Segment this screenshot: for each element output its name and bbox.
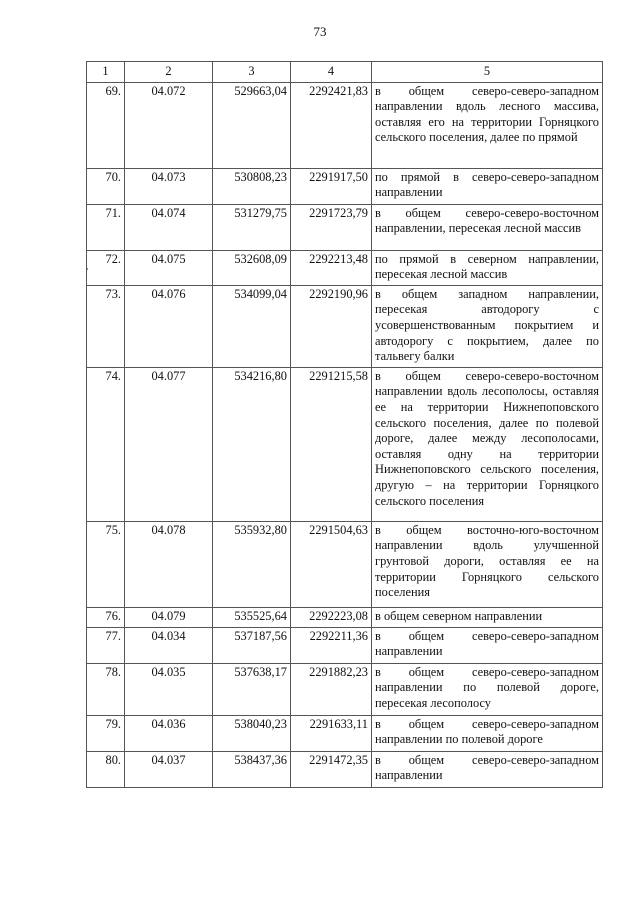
coordinate-y: 2291882,23	[291, 663, 372, 715]
point-code: 04.073	[125, 168, 213, 204]
point-code: 04.078	[125, 521, 213, 607]
row-number: 74.	[87, 367, 125, 521]
point-code: 04.074	[125, 204, 213, 250]
table-row	[87, 250, 603, 285]
coordinate-y: 2291472,35	[291, 751, 372, 787]
boundary-description: в общем западном направлении, пересекая автодорогу с усовершенствованным покрытием и автодорогу с покрытием, далее по тальвегу балки	[372, 285, 603, 367]
point-code: 04.076	[125, 285, 213, 367]
table-row	[87, 285, 603, 367]
column-header: 3	[213, 62, 291, 83]
coordinate-y: 2292211,36	[291, 627, 372, 663]
point-code: 04.075	[125, 250, 213, 285]
table-row	[87, 204, 603, 250]
coordinate-y: 2292421,83	[291, 82, 372, 168]
point-code: 04.035	[125, 663, 213, 715]
coordinate-x: 531279,75	[213, 204, 291, 250]
table-row	[87, 82, 603, 168]
boundary-description: по прямой в северном направлении, пересекая лесной массив	[372, 250, 603, 285]
coordinate-y: 2291215,58	[291, 367, 372, 521]
coordinate-x: 534099,04	[213, 285, 291, 367]
table-body	[87, 82, 603, 787]
boundary-points-table	[86, 61, 603, 788]
row-number: 71.	[87, 204, 125, 250]
table-row	[87, 607, 603, 627]
boundary-description: в общем восточно-юго-восточном направлении вдоль улучшенной грунтовой дороги, оставляя ее на территории Горняцкого сельского поселения	[372, 521, 603, 607]
coordinate-y: 2291633,11	[291, 715, 372, 751]
point-code: 04.072	[125, 82, 213, 168]
boundary-description: в общем северо-северо-восточном направлении вдоль лесополосы, оставляя ее на территории Нижнепоповского сельского поселения, далее по полевой дороге, далее между лесополосами, оставляя одну на территории Нижнепоповского сельского поселения, другую – на территории Горняцкого сельского поселения	[372, 367, 603, 521]
column-header: 2	[125, 62, 213, 83]
row-number: 72.	[87, 250, 125, 285]
column-header: 4	[291, 62, 372, 83]
row-number: 80.	[87, 751, 125, 787]
row-number: 69.	[87, 82, 125, 168]
boundary-description: в общем северо-северо-западном направлении по полевой дороге	[372, 715, 603, 751]
table-row	[87, 715, 603, 751]
coordinate-x: 537187,56	[213, 627, 291, 663]
coordinate-y: 2291917,50	[291, 168, 372, 204]
row-number: 76.	[87, 607, 125, 627]
table-row	[87, 627, 603, 663]
coordinate-y: 2292223,08	[291, 607, 372, 627]
coordinate-x: 535525,64	[213, 607, 291, 627]
table-header-row	[87, 62, 603, 83]
point-code: 04.077	[125, 367, 213, 521]
point-code: 04.079	[125, 607, 213, 627]
table-row	[87, 367, 603, 521]
coordinate-x: 538040,23	[213, 715, 291, 751]
table-row	[87, 168, 603, 204]
coordinate-x: 538437,36	[213, 751, 291, 787]
page-number: 73	[313, 24, 327, 39]
row-number: 70.	[87, 168, 125, 204]
row-number: 75.	[87, 521, 125, 607]
table-row	[87, 751, 603, 787]
coordinate-x: 530808,23	[213, 168, 291, 204]
boundary-description: в общем северо-северо-западном направлении по полевой дороге, пересекая лесополосу	[372, 663, 603, 715]
coordinate-y: 2291504,63	[291, 521, 372, 607]
row-number: 77.	[87, 627, 125, 663]
point-code: 04.036	[125, 715, 213, 751]
coordinate-x: 534216,80	[213, 367, 291, 521]
point-code: 04.037	[125, 751, 213, 787]
coordinate-y: 2291723,79	[291, 204, 372, 250]
boundary-description: в общем северо-северо-западном направлении вдоль лесного массива, оставляя его на территории Горняцкого сельского поселения, далее по прямой	[372, 82, 603, 168]
column-header: 1	[87, 62, 125, 83]
table-row	[87, 521, 603, 607]
boundary-description: по прямой в северо-северо-западном направлении	[372, 168, 603, 204]
boundary-description: в общем северо-северо-восточном направлении, пересекая лесной массив	[372, 204, 603, 250]
coordinate-x: 532608,09	[213, 250, 291, 285]
coordinate-x: 529663,04	[213, 82, 291, 168]
row-number: 79.	[87, 715, 125, 751]
coordinate-x: 537638,17	[213, 663, 291, 715]
coordinate-x: 535932,80	[213, 521, 291, 607]
column-header: 5	[372, 62, 603, 83]
table-row	[87, 663, 603, 715]
boundary-description: в общем северо-северо-западном направлении	[372, 627, 603, 663]
point-code: 04.034	[125, 627, 213, 663]
row-number: 78.	[87, 663, 125, 715]
boundary-description: в общем северном направлении	[372, 607, 603, 627]
coordinate-y: 2292213,48	[291, 250, 372, 285]
boundary-description: в общем северо-северо-западном направлении	[372, 751, 603, 787]
coordinate-y: 2292190,96	[291, 285, 372, 367]
row-number: 73.	[87, 285, 125, 367]
